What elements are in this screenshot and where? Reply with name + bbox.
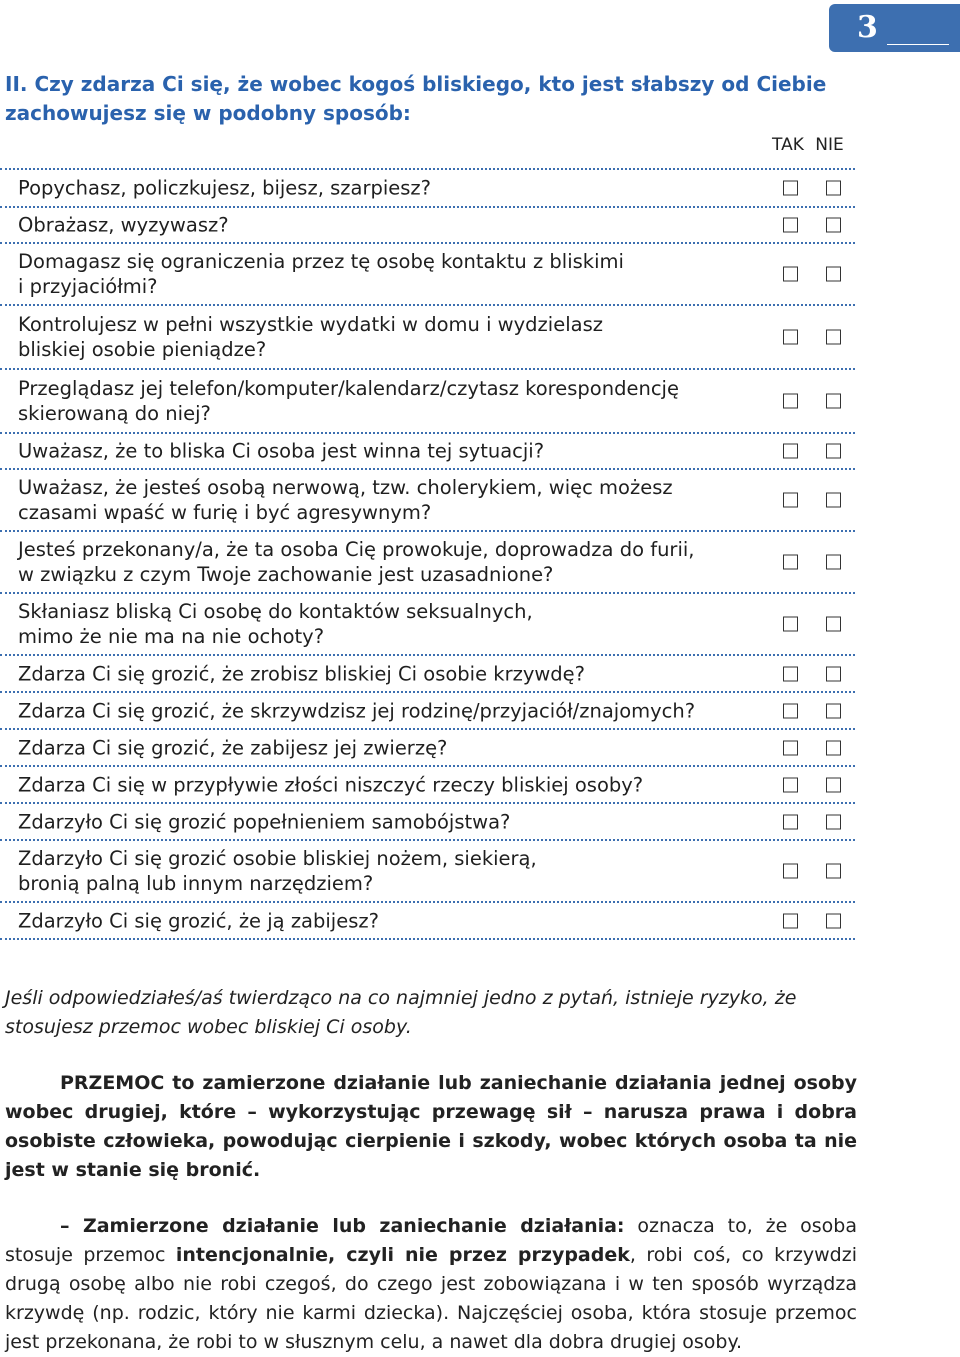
tak-checkbox[interactable] <box>783 555 798 570</box>
question-text: Zdarza Ci się grozić, że zrobisz bliskiej Ci osobie krzywdę? <box>18 662 586 685</box>
explanation-part1: oznacza to, że osoba stosuje przemoc <box>5 1215 857 1266</box>
risk-note: Jeśli odpowiedziałeś/aś twierdząco na co najmniej jedno z pytań, istnieje ryzyko, że stosujesz przemoc wobec bliskiej Ci osoby. <box>5 987 797 1038</box>
nie-checkbox[interactable] <box>826 913 841 928</box>
question-text: Uważasz, że to bliska Ci osoba jest winna tej sytuacji? <box>18 439 545 463</box>
tak-checkbox[interactable] <box>783 181 798 196</box>
page-number: 3 <box>857 10 878 45</box>
tak-checkbox[interactable] <box>783 330 798 345</box>
nie-checkbox[interactable] <box>826 864 841 879</box>
tak-checkbox[interactable] <box>783 913 798 928</box>
tak-checkbox[interactable] <box>783 267 798 282</box>
question-row <box>0 208 855 244</box>
definition-explanation <box>5 1212 857 1357</box>
question-text: Skłaniasz bliską Ci osobę do kontaktów seksualnych, mimo że nie ma na nie ochoty? <box>18 600 533 648</box>
question-text: Zdarzyło Ci się grozić, że ją zabijesz? <box>18 909 379 932</box>
tak-checkbox[interactable] <box>783 814 798 829</box>
question-row <box>0 170 855 208</box>
tak-checkbox[interactable] <box>783 703 798 718</box>
question-text: Zdarzyło Ci się grozić popełnieniem samobójstwa? <box>18 810 511 833</box>
section-heading: II. Czy zdarza Ci się, że wobec kogoś bliskiego, kto jest słabszy od Ciebie zachowujesz się w podobny sposób: <box>5 72 827 125</box>
nie-checkbox[interactable] <box>826 703 841 718</box>
tak-checkbox[interactable] <box>783 493 798 508</box>
tak-checkbox[interactable] <box>783 218 798 233</box>
question-text: Obrażasz, wyzywasz? <box>18 213 229 237</box>
nie-checkbox[interactable] <box>826 444 841 459</box>
nie-checkbox[interactable] <box>826 777 841 792</box>
nie-checkbox[interactable] <box>826 617 841 632</box>
question-row <box>0 532 855 594</box>
question-text: Zdarza Ci się grozić, że skrzywdzisz jej rodzinę/przyjaciół/znajomych? <box>18 699 696 722</box>
nie-checkbox[interactable] <box>826 394 841 409</box>
question-row <box>0 244 855 306</box>
question-text: Jesteś przekonany/a, że ta osoba Cię prowokuje, doprowadza do furii, w związku z czym Twoje zachowanie jest uzasadnione? <box>18 538 695 586</box>
tak-checkbox[interactable] <box>783 394 798 409</box>
tak-checkbox[interactable] <box>783 864 798 879</box>
explanation-emphasis: intencjonalnie, czyli nie przez przypadek <box>175 1244 630 1266</box>
question-row <box>0 730 855 767</box>
nie-checkbox[interactable] <box>826 330 841 345</box>
question-row <box>0 306 855 370</box>
column-tak-label: TAK <box>772 135 804 155</box>
nie-checkbox[interactable] <box>826 666 841 681</box>
nie-checkbox[interactable] <box>826 740 841 755</box>
question-text: Popychasz, policzkujesz, bijesz, szarpiesz? <box>18 176 431 200</box>
explanation-lead: – Zamierzone działanie lub zaniechanie działania: <box>60 1215 625 1237</box>
question-text: Domagasz się ograniczenia przez tę osobę kontaktu z bliskimi i przyjaciółmi? <box>18 250 624 298</box>
question-text: Zdarza Ci się w przypływie złości niszczyć rzeczy bliskiej osoby? <box>18 773 644 796</box>
nie-checkbox[interactable] <box>826 493 841 508</box>
question-row <box>0 693 855 730</box>
nie-checkbox[interactable] <box>826 555 841 570</box>
question-text: Kontrolujesz w pełni wszystkie wydatki w domu i wydzielasz bliskiej osobie pieniądze? <box>18 313 603 361</box>
question-text: Przeglądasz jej telefon/komputer/kalendarz/czytasz korespondencję skierowaną do niej? <box>18 377 679 425</box>
nie-checkbox[interactable] <box>826 181 841 196</box>
violence-definition: PRZEMOC to zamierzone działanie lub zaniechanie działania jednej osoby wobec drugiej, które – wykorzystując przewagę sił – narusza prawa i dobra osobiste człowieka, powodując cierpienie i szkody, wobec których osoba ta nie jest w stanie się bronić. <box>5 1072 857 1181</box>
question-text: Zdarzyło Ci się grozić osobie bliskiej nożem, siekierą, bronią palną lub innym narzędziem? <box>18 847 537 895</box>
question-row <box>0 434 855 470</box>
badge-underline <box>887 44 949 45</box>
page-number-badge <box>829 4 960 52</box>
tak-checkbox[interactable] <box>783 740 798 755</box>
answer-column-headers <box>772 135 844 155</box>
question-text: Uważasz, że jesteś osobą nerwową, tzw. cholerykiem, więc możesz czasami wpaść w furię i być agresywnym? <box>18 476 673 524</box>
tak-checkbox[interactable] <box>783 617 798 632</box>
tak-checkbox[interactable] <box>783 777 798 792</box>
tak-checkbox[interactable] <box>783 444 798 459</box>
questionnaire <box>0 168 855 940</box>
nie-checkbox[interactable] <box>826 267 841 282</box>
question-row <box>0 804 855 841</box>
column-nie-label: NIE <box>815 135 844 155</box>
question-row <box>0 370 855 434</box>
question-row <box>0 767 855 804</box>
nie-checkbox[interactable] <box>826 218 841 233</box>
question-row <box>0 656 855 693</box>
tak-checkbox[interactable] <box>783 666 798 681</box>
question-text: Zdarza Ci się grozić, że zabijesz jej zwierzę? <box>18 736 448 759</box>
nie-checkbox[interactable] <box>826 814 841 829</box>
question-row <box>0 841 855 903</box>
question-row <box>0 903 855 940</box>
question-row <box>0 594 855 656</box>
explanation-part2: , robi coś, co krzywdzi drugą osobę albo nie robi czegoś, do czego jest zobowiązana i w ten sposób wyrządza krzywdę (np. rodzic, który nie karmi dziecka). Najczęściej osoba, która stosuje przemoc jest przekonana, że robi to w słusznym celu, a nawet dla dobra drugiej osoby. <box>5 1244 857 1353</box>
question-row <box>0 470 855 532</box>
